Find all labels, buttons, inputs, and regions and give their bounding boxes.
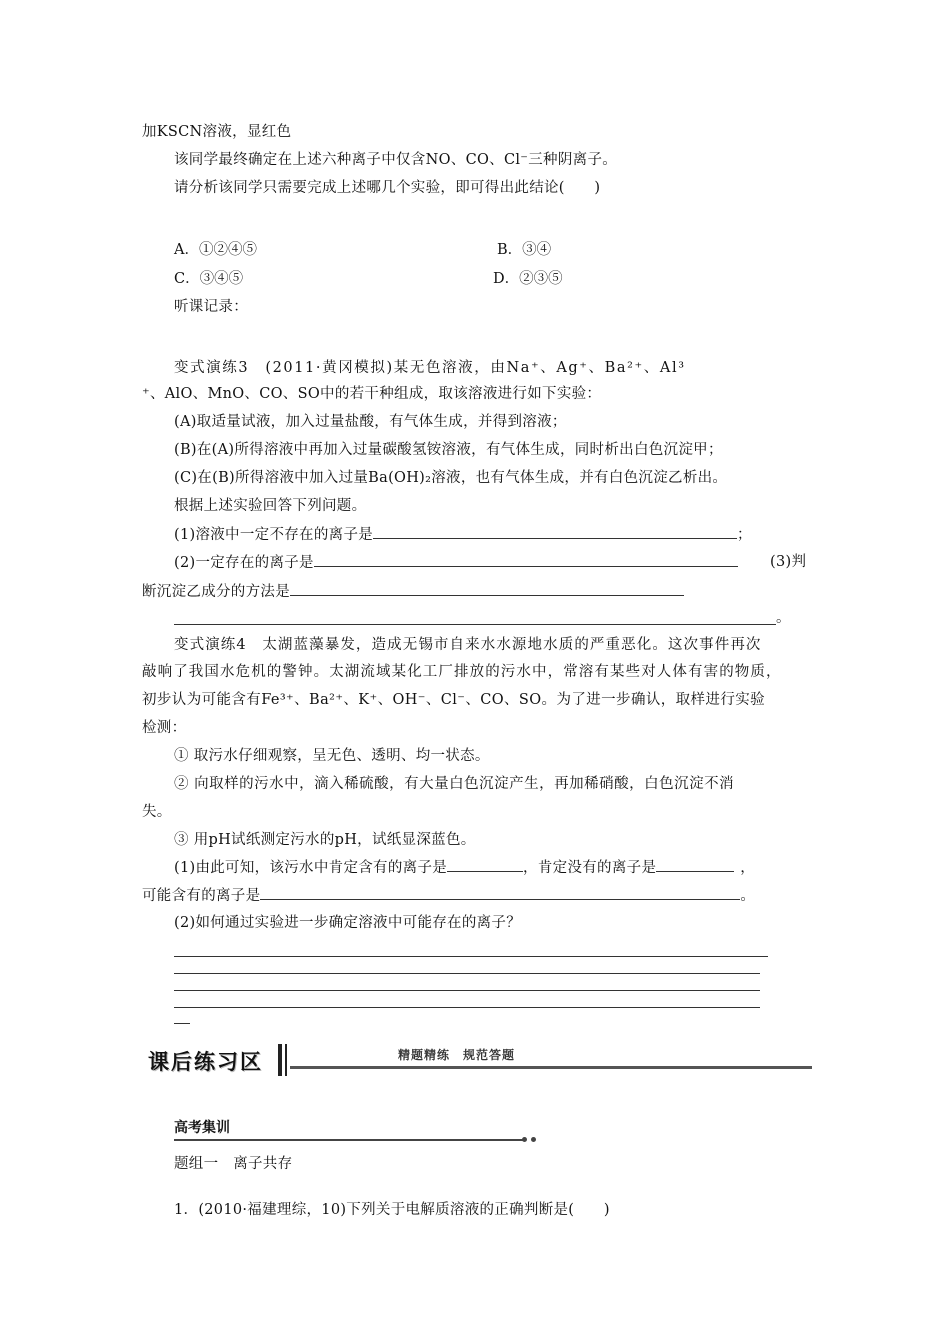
text-line: 加KSCN溶液，显红色 [142, 124, 292, 140]
option-d: D．②③⑤ [493, 271, 563, 287]
variant4-p2: 敲响了我国水危机的警钟。太湖流域某化工厂排放的污水中，常溶有某些对人体有害的物质， [142, 664, 782, 680]
answer-blank[interactable] [656, 857, 734, 872]
question-1: 1．(2010·福建理综，10)下列关于电解质溶液的正确判断是( ) [174, 1202, 610, 1218]
variant4-step1: ① 取污水仔细观察，呈无色、透明、均一状态。 [174, 748, 490, 764]
answer-line[interactable] [174, 956, 768, 957]
section-header: 高考集训 [174, 1120, 230, 1136]
banner-subtitle: 精题精练 规范答题 [398, 1048, 516, 1062]
variant3-q2 [174, 552, 738, 573]
variant4-p3: 初步认为可能含有Fe³⁺、Ba²⁺、K⁺、OH⁻、Cl⁻、CO、SO。为了进一步确认，取样进行实验 [142, 692, 766, 708]
variant3-step-a: (A)取适量试液，加入过量盐酸，有气体生成，并得到溶液； [174, 414, 567, 430]
listen-record-label: 听课记录： [174, 299, 248, 315]
option-b: B．③④ [497, 242, 552, 258]
variant3-ask: 根据上述实验回答下列问题。 [174, 498, 367, 514]
answer-blank[interactable] [314, 552, 738, 567]
question-text: ，肯定没有的离子是 [523, 860, 657, 876]
banner-rule [290, 1066, 812, 1069]
variant3-intro: 变式演练3 (2011·黄冈模拟)某无色溶液，由Na⁺、Ag⁺、Ba²⁺、Al³ [174, 360, 686, 376]
variant3-intro-cont: ⁺、AlO、MnO、CO、SO中的若干种组成，取该溶液进行如下实验： [142, 386, 602, 402]
question-text: (1)溶液中一定不存在的离子是 [174, 527, 374, 543]
text-line: 该同学最终确定在上述六种离子中仅含NO、CO、Cl⁻三种阴离子。 [174, 152, 618, 168]
punct: 。 [740, 888, 756, 904]
answer-blank[interactable] [260, 885, 740, 900]
answer-blank[interactable] [447, 857, 523, 872]
section-banner [140, 1042, 812, 1078]
banner-divider [278, 1044, 282, 1076]
variant4-q2: (2)如何通过实验进一步确定溶液中可能存在的离子？ [174, 915, 522, 931]
variant4-q1-cont [142, 885, 755, 906]
variant4-step3: ③ 用pH试纸测定污水的pH，试纸显深蓝色。 [174, 832, 476, 848]
question-text: 可能含有的离子是 [142, 888, 261, 904]
question-group: 题组一 离子共存 [174, 1156, 293, 1172]
header-dot [522, 1137, 527, 1142]
answer-line[interactable] [174, 624, 776, 625]
question-text: (2)一定存在的离子是 [174, 555, 314, 571]
answer-line[interactable] [174, 990, 760, 991]
punct: ， [740, 860, 756, 876]
answer-line[interactable] [174, 1023, 190, 1024]
answer-line[interactable] [174, 973, 760, 974]
variant4-step2: ② 向取样的污水中，滴入稀硫酸，有大量白色沉淀产生，再加稀硝酸，白色沉淀不消 [174, 776, 735, 792]
variant3-step-c: (C)在(B)所得溶液中加入过量Ba(OH)₂溶液，也有气体生成，并有白色沉淀乙析出。 [174, 470, 728, 486]
punct: 。 [776, 610, 791, 626]
option-a: A．①②④⑤ [174, 242, 257, 258]
answer-blank[interactable] [290, 581, 684, 596]
variant4-q1 [174, 857, 755, 878]
answer-line[interactable] [174, 1007, 760, 1008]
variant3-step-b: (B)在(A)所得溶液中再加入过量碳酸氢铵溶液，有气体生成，同时析出白色沉淀甲； [174, 442, 723, 458]
question-text: (1)由此可知，该污水中肯定含有的离子是 [174, 860, 448, 876]
variant4-p1: 变式演练4 太湖蓝藻暴发，造成无锡市自来水水源地水质的严重恶化。这次事件再次 [174, 637, 762, 653]
header-underline [174, 1139, 524, 1141]
banner-divider [285, 1044, 287, 1076]
variant4-step2-cont: 失。 [142, 804, 172, 820]
variant3-q3-start: (3)判 [770, 554, 807, 570]
variant4-p4: 检测： [142, 720, 187, 736]
answer-blank[interactable] [373, 524, 737, 539]
text-line: 请分析该同学只需要完成上述哪几个实验，即可得出此结论( ) [174, 180, 601, 196]
header-dot [531, 1137, 536, 1142]
variant3-q1 [174, 524, 752, 545]
option-c: C．③④⑤ [174, 271, 244, 287]
banner-title: 课后练习区 [148, 1050, 263, 1074]
variant3-q3 [142, 581, 684, 602]
punct: ； [737, 527, 752, 543]
question-text: 断沉淀乙成分的方法是 [142, 584, 290, 600]
